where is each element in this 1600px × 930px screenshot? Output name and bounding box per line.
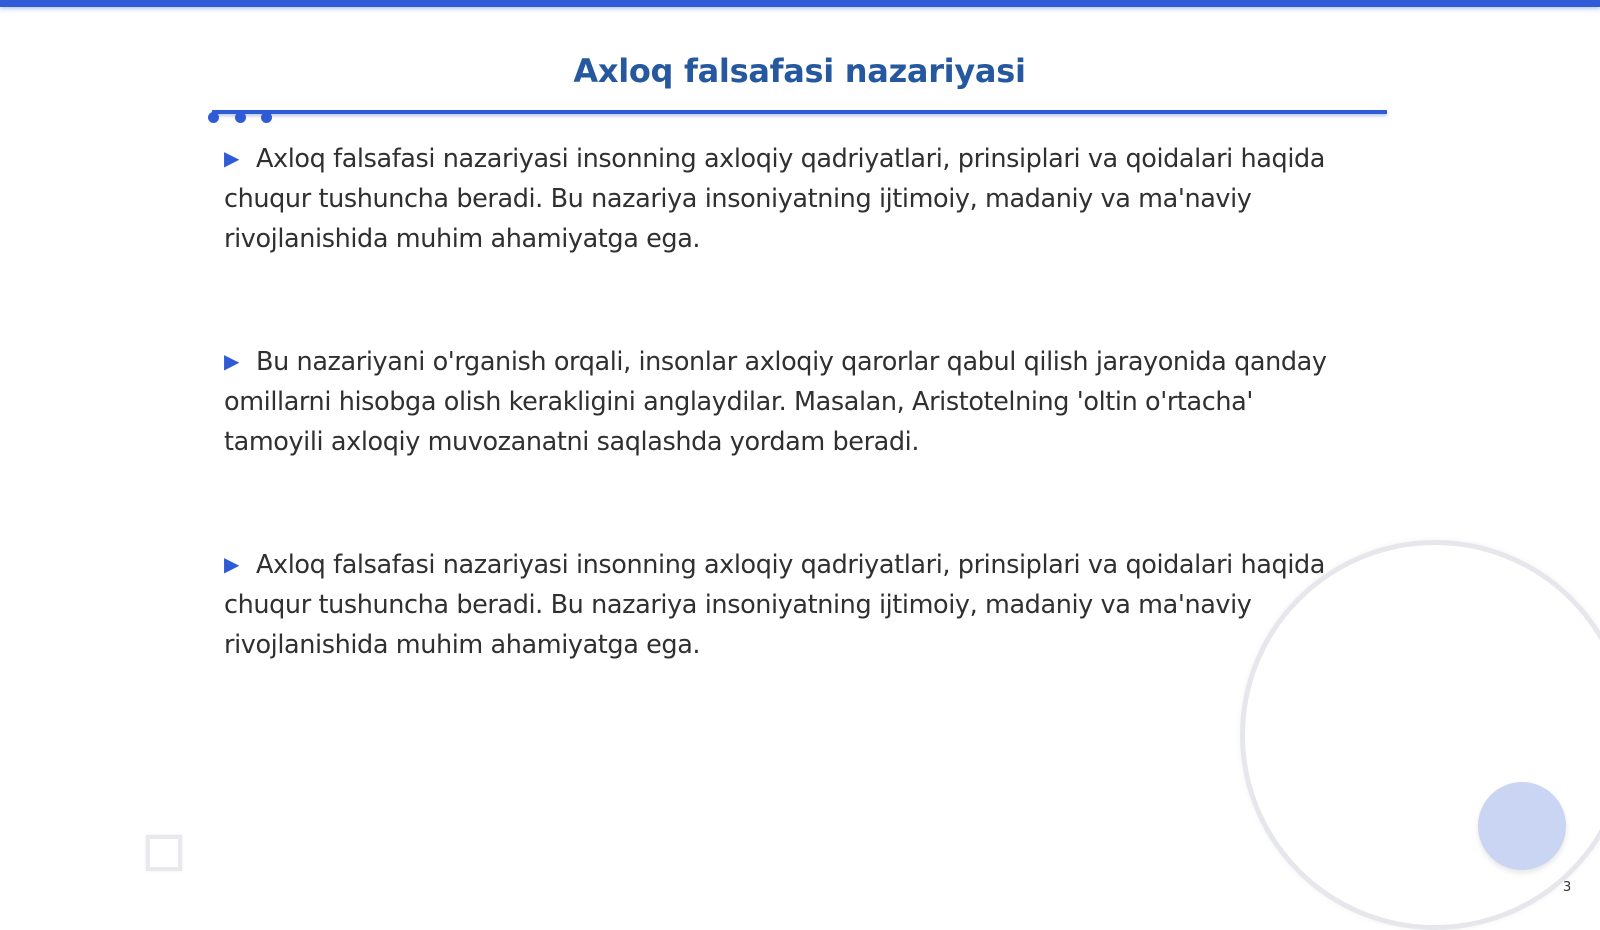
title-underline: [212, 110, 1387, 114]
triangle-right-icon: ▶: [224, 552, 239, 576]
slide-title: Axloq falsafasi nazariyasi: [573, 52, 1026, 90]
bullet-item: [224, 544, 1344, 665]
bullet-text: Bu nazariyani o'rganish orqali, insonlar axloqiy qarorlar qabul qilish jarayonida qanday omillarni hisobga olish kerakligini anglaydilar. Masalan, Aristotelning 'oltin o'rtacha' tamoyili axloqiy muvozanatni saqlashda yordam beradi.: [224, 347, 1327, 457]
decorative-square: [146, 835, 182, 871]
triangle-right-icon: ▶: [224, 349, 239, 373]
bullet-text: Axloq falsafasi nazariyasi insonning axloqiy qadriyatlari, prinsiplari va qoidalari haqida chuqur tushuncha beradi. Bu nazariya insoniyatning ijtimoiy, madaniy va ma'naviy rivojlanishida muhim ahamiyatga ega.: [224, 144, 1326, 254]
bullet-text: Axloq falsafasi nazariyasi insonning axloqiy qadriyatlari, prinsiplari va qoidalari haqida chuqur tushuncha beradi. Bu nazariya insoniyatning ijtimoiy, madaniy va ma'naviy rivojlanishida muhim ahamiyatga ega.: [224, 550, 1326, 660]
decorative-dot: [1478, 782, 1566, 870]
bullet-item: [224, 341, 1344, 462]
triangle-right-icon: ▶: [224, 146, 239, 170]
underline-dot: [235, 112, 246, 123]
bullet-item: [224, 138, 1344, 259]
top-accent-bar: [0, 0, 1600, 7]
slide-number: 3: [1563, 880, 1572, 895]
bullet-list: [224, 138, 1344, 747]
underline-dot: [208, 112, 219, 123]
underline-dot: [261, 112, 272, 123]
